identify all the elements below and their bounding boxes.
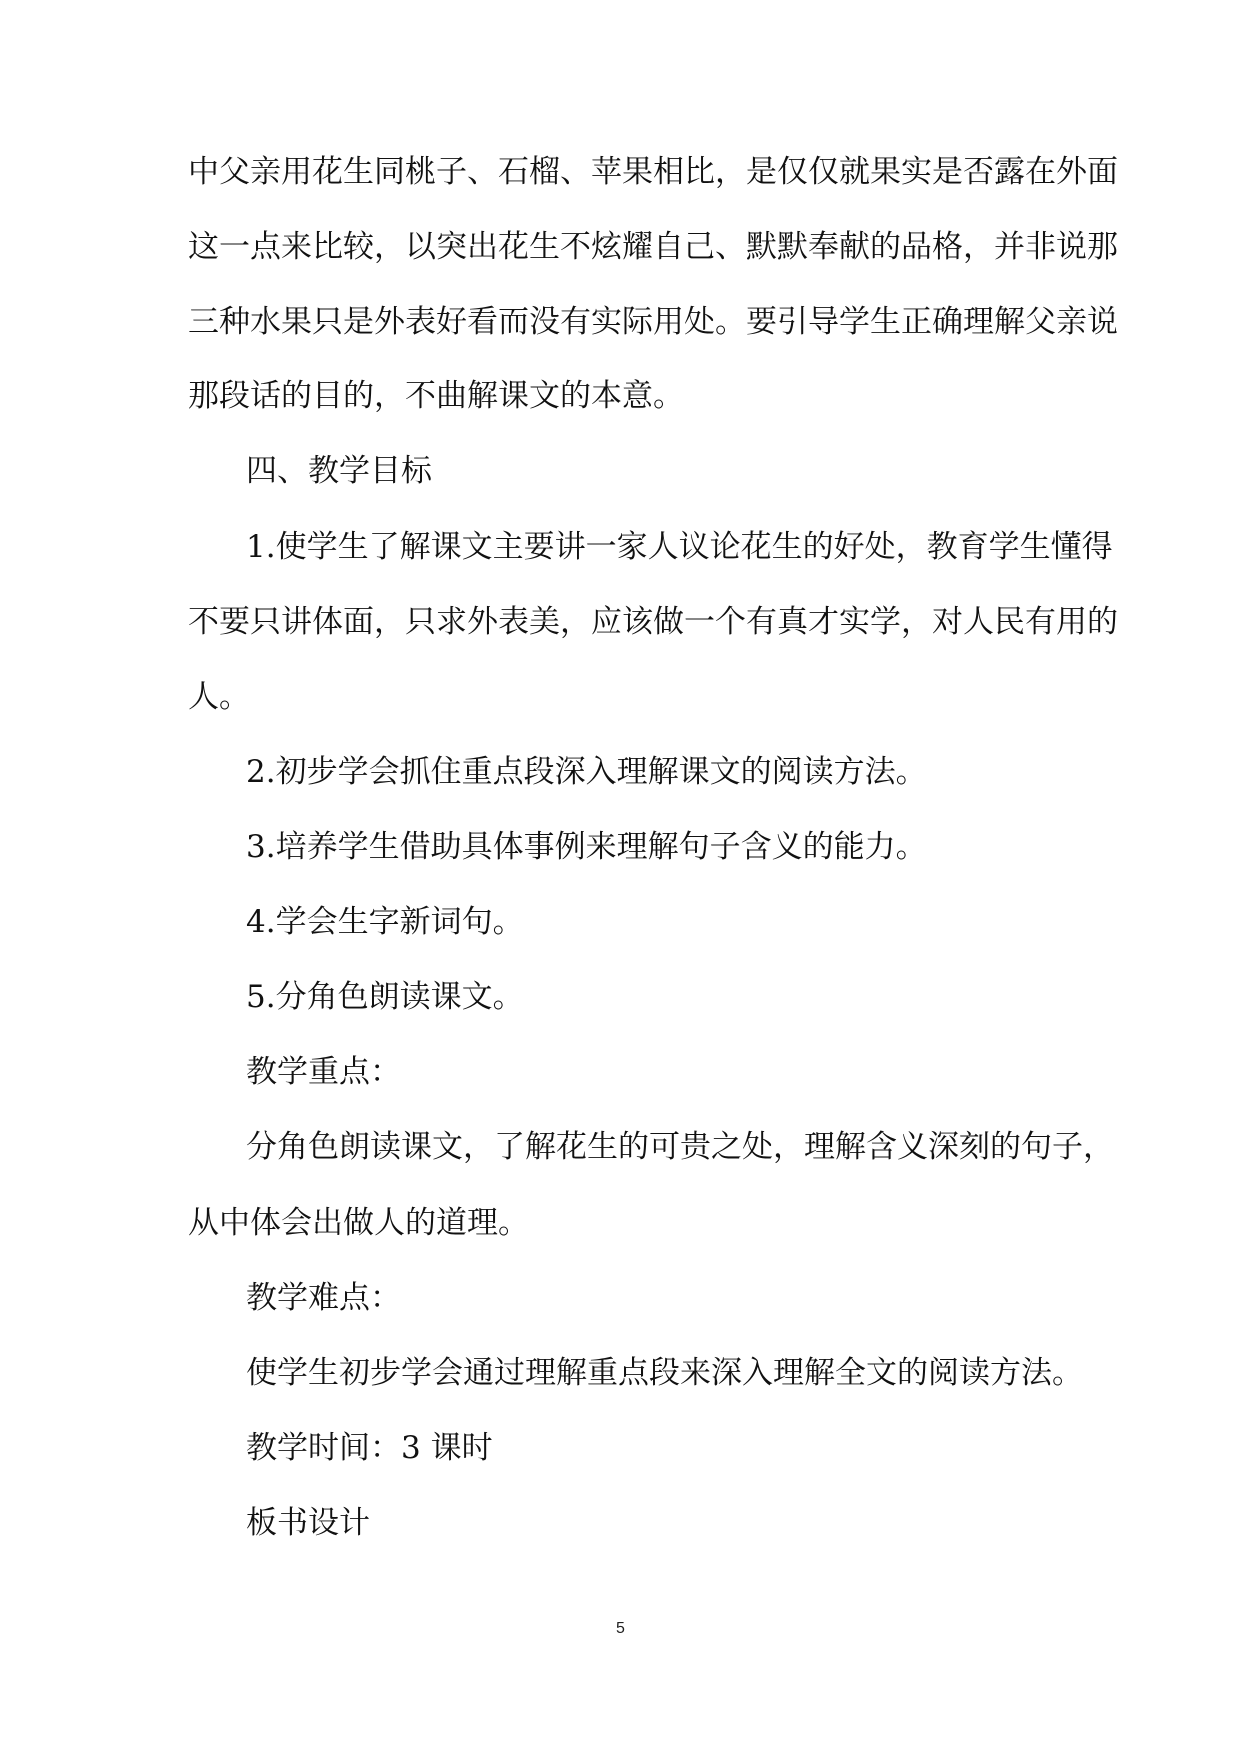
paragraph-line: 分角色朗读课文，了解花生的可贵之处，理解含义深刻的句子，: [246, 1129, 1114, 1165]
paragraph-line: 使学生初步学会通过理解重点段来深入理解全文的阅读方法。: [246, 1355, 1083, 1391]
list-item: 1.使学生了解课文主要讲一家人议论花生的好处，教育学生懂得: [246, 529, 1113, 565]
paragraph-line: 教学时间：3 课时: [246, 1430, 493, 1466]
paragraph-line: 这一点来比较，以突出花生不炫耀自己、默默奉献的品格，并非说那: [188, 229, 1118, 265]
paragraph-line: 从中体会出做人的道理。: [188, 1205, 529, 1241]
list-item: 4.学会生字新词句。: [246, 904, 524, 940]
paragraph-line: 那段话的目的，不曲解课文的本意。: [188, 378, 684, 414]
list-item: 3.培养学生借助具体事例来理解句子含义的能力。: [246, 829, 927, 865]
list-item-continuation: 不要只讲体面，只求外表美，应该做一个有真才实学，对人民有用的: [188, 604, 1118, 640]
subheading: 教学难点：: [246, 1280, 401, 1316]
subheading: 板书设计: [246, 1505, 370, 1541]
list-item-continuation: 人。: [188, 679, 250, 715]
section-heading: 四、教学目标: [246, 453, 432, 489]
page-number: 5: [616, 1620, 625, 1637]
paragraph-line: 中父亲用花生同桃子、石榴、苹果相比，是仅仅就果实是否露在外面: [188, 154, 1118, 190]
paragraph-line: 三种水果只是外表好看而没有实际用处。要引导学生正确理解父亲说: [188, 304, 1118, 340]
subheading: 教学重点：: [246, 1054, 401, 1090]
list-item: 5.分角色朗读课文。: [246, 979, 524, 1015]
list-item: 2.初步学会抓住重点段深入理解课文的阅读方法。: [246, 754, 927, 790]
